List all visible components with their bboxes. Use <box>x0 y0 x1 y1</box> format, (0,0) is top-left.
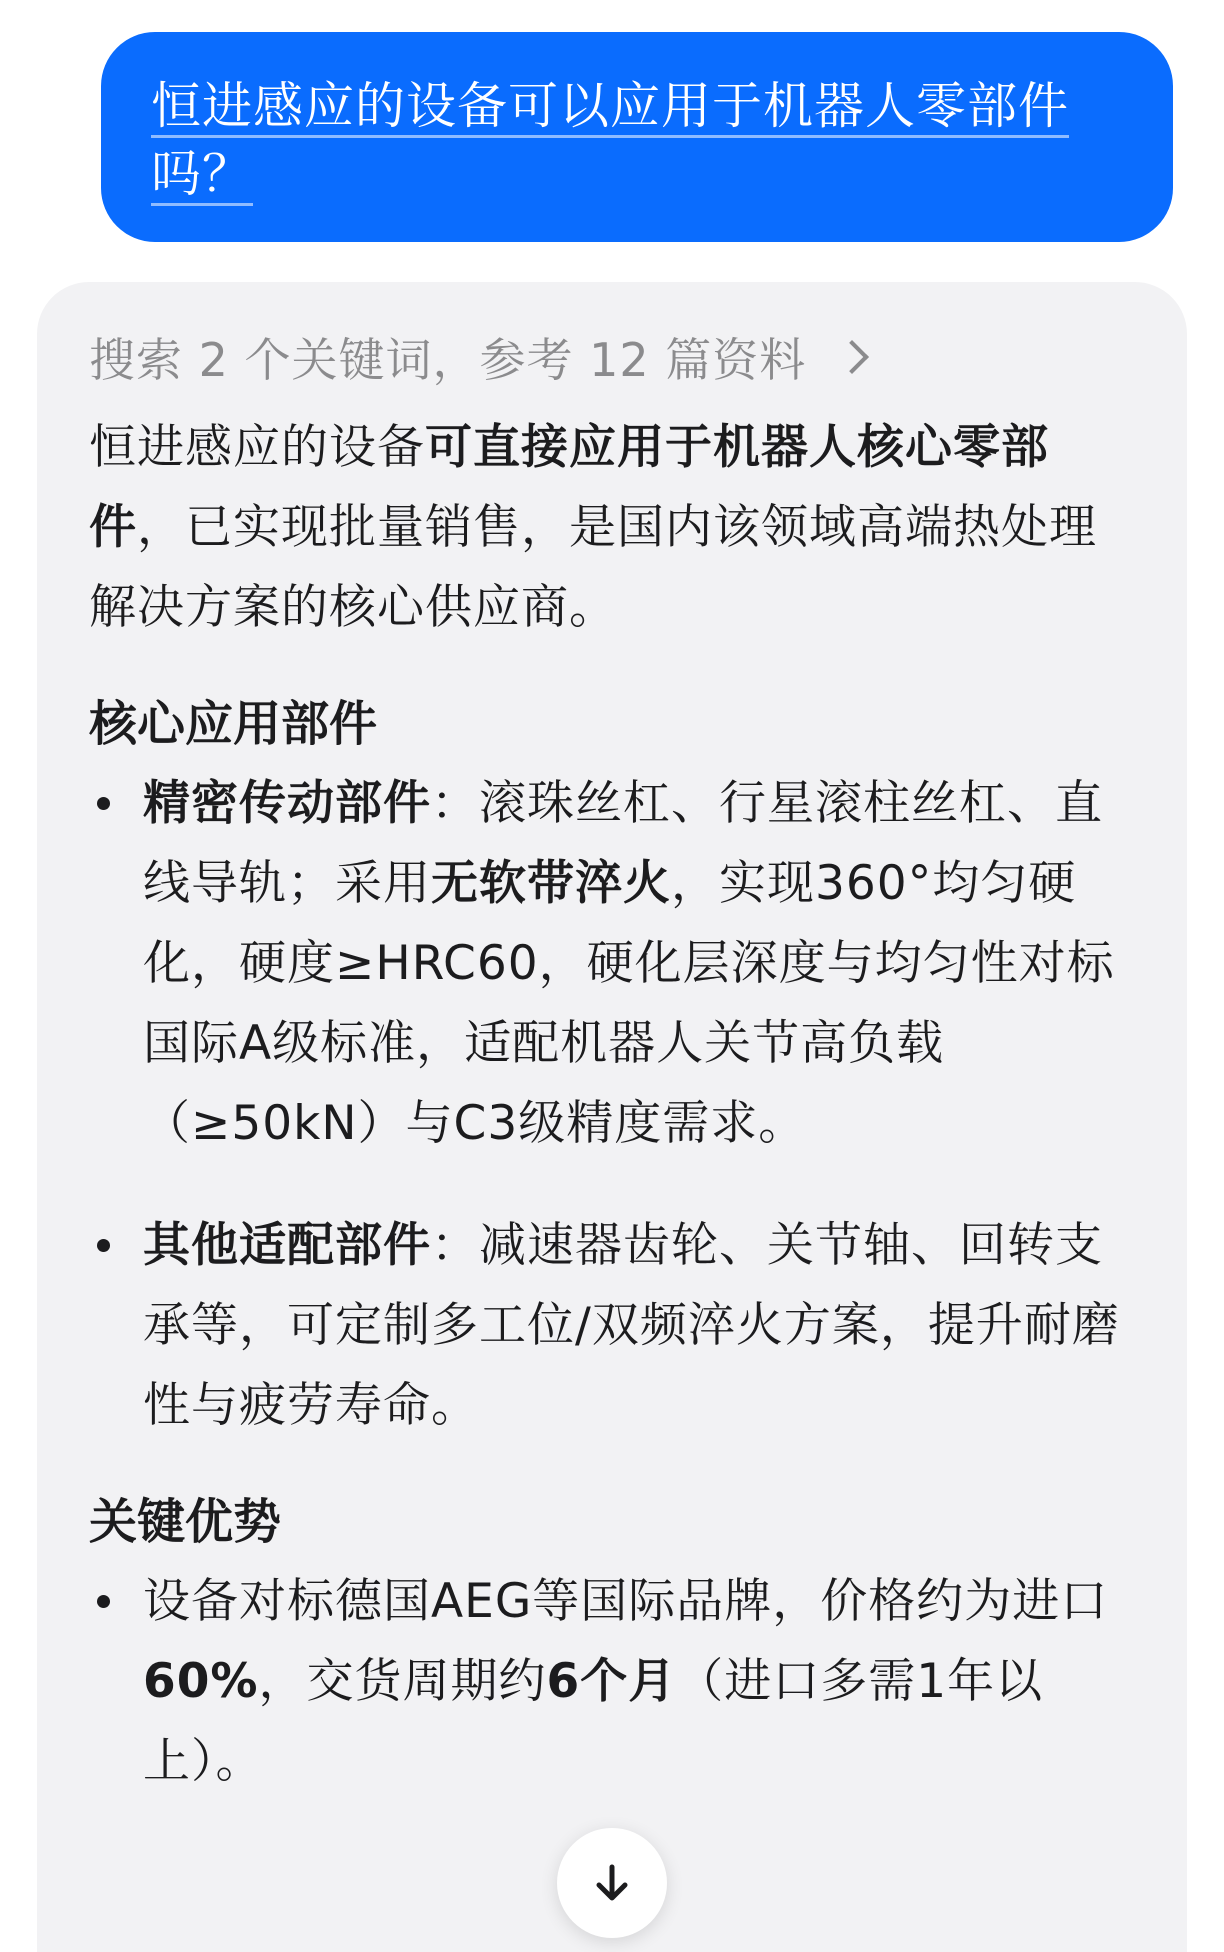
arrow-down-icon <box>588 1859 636 1907</box>
core-parts-list <box>89 764 1135 1446</box>
item-bold-emphasis: 无软带淬火 <box>431 856 671 911</box>
section-heading-key-advantages: 关键优势 <box>89 1494 282 1550</box>
advantages-list <box>89 1562 1135 1802</box>
item-text-cont: ，交货周期约 <box>258 1654 547 1709</box>
item-bold-label: 其他适配部件 <box>143 1218 431 1273</box>
bullet-dot <box>97 1239 110 1252</box>
section-heading-core-parts: 核心应用部件 <box>89 696 378 752</box>
assistant-answer-card <box>37 282 1187 1952</box>
item-bold-price: 60% <box>143 1654 259 1709</box>
item-text: 设备对标德国AEG等国际品牌，价格约为进口 <box>143 1574 1109 1629</box>
bullet-dot <box>97 797 110 810</box>
item-text: ：滚珠丝杠、行星滚柱丝杠、直线导轨；采用 <box>143 776 1103 911</box>
chevron-right-icon <box>835 340 869 374</box>
user-message-text[interactable]: 恒进感应的设备可以应用于机器人零部件吗？ <box>151 77 1069 203</box>
item-text-end: （进口多需1年以上）。 <box>143 1654 1044 1789</box>
intro-bold: 可直接应用于机器人核心零部件 <box>89 420 1049 555</box>
list-item <box>89 1562 1135 1802</box>
list-item <box>89 1206 1135 1446</box>
search-summary-text: 搜索 2 个关键词，参考 12 篇资料 <box>89 333 807 387</box>
answer-intro <box>89 408 1135 648</box>
intro-prefix: 恒进感应的设备 <box>89 420 425 475</box>
user-message-bubble[interactable] <box>101 32 1173 242</box>
intro-suffix: ，已实现批量销售，是国内该领域高端热处理解决方案的核心供应商。 <box>89 500 1097 635</box>
search-sources-link[interactable] <box>89 322 1135 392</box>
scroll-to-bottom-button[interactable] <box>557 1828 667 1938</box>
list-item <box>89 764 1135 1164</box>
item-bold-label: 精密传动部件 <box>143 776 431 831</box>
item-text-cont: ，实现360°均匀硬化，硬度≥HRC60，硬化层深度与均匀性对标国际A级标准，适配机器人关节高负载（≥50kN）与C3级精度需求。 <box>143 856 1115 1151</box>
item-text: ：减速器齿轮、关节轴、回转支承等，可定制多工位/双频淬火方案，提升耐磨性与疲劳寿命。 <box>143 1218 1120 1433</box>
item-bold-lead-time: 6个月 <box>546 1654 677 1709</box>
bullet-dot <box>97 1595 110 1608</box>
